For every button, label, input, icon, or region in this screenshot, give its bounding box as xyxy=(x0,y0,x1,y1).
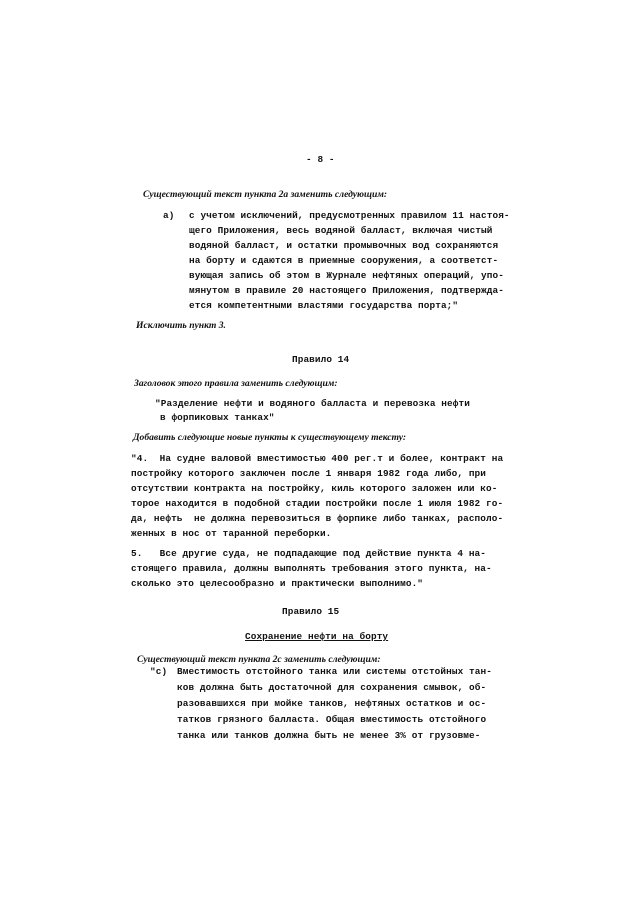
directive-replace-2c: Существующий текст пункта 2с заменить следующим: xyxy=(137,654,381,665)
para-5-line: стоящего правила, должны выполнять требования этого пункта, на- xyxy=(131,563,492,574)
para-c-line: разовавшихся при мойке танков, нефтяных остатков и ос- xyxy=(177,698,487,709)
para-a-line: ется компетентными властями государства порта;" xyxy=(189,300,459,311)
page-number: - 8 - xyxy=(306,154,335,165)
para-a-label: a) xyxy=(163,210,175,221)
para-c-line: татков грязного балласта. Общая вместимость отстойного xyxy=(177,714,487,725)
para-4-line: "4. На судне валовой вместимостью 400 рег.т и более, контракт на xyxy=(131,453,504,464)
para-4-line: женных в нос от таранной переборки. xyxy=(131,528,332,539)
para-a-line: на борту и сдаются в приемные сооружения, а соответст- xyxy=(189,255,499,266)
directive-replace-2a: Существующий текст пункта 2а заменить следующим: xyxy=(143,189,388,200)
directive-delete-3: Исключить пункт 3. xyxy=(136,320,226,331)
para-c-line: Вместимость отстойного танка или системы отстойных тан- xyxy=(177,666,492,677)
para-a-line: вующая запись об этом в Журнале нефтяных операций, упо- xyxy=(189,270,504,281)
para-a-line: водяной балласт, и остатки промывочных вод сохраняются xyxy=(189,240,499,251)
para-a-line: с учетом исключений, предусмотренных правилом 11 настоя- xyxy=(189,210,510,221)
para-c-line: ков должна быть достаточной для сохранения смывок, об- xyxy=(177,682,487,693)
para-5-line: 5. Все другие суда, не подпадающие под действие пункта 4 на- xyxy=(131,548,487,559)
para-c-label: "c) xyxy=(150,666,168,677)
para-a-line: мянутом в правиле 20 настоящего Приложения, подтвержда- xyxy=(189,285,504,296)
rule-14-title-line: в форпиковых танках" xyxy=(160,412,275,423)
para-5-line: сколько это целесообразно и практически выполнимо." xyxy=(131,578,424,589)
rule-14-title-line: "Разделение нефти и водяного балласта и перевозка нефти xyxy=(155,398,470,409)
para-4-line: постройку которого заключен после 1 января 1982 года либо, при xyxy=(131,468,487,479)
rule-14-heading: Правило 14 xyxy=(292,354,350,365)
para-4-line: торое находится в подобной стадии постройки после 1 июля 1982 го- xyxy=(131,498,504,509)
para-4-line: отсутствии контракта на постройку, киль которого заложен или ко- xyxy=(131,483,498,494)
directive-replace-title: Заголовок этого правила заменить следующим: xyxy=(134,378,338,389)
rule-15-title: Сохранение нефти на борту xyxy=(245,631,389,642)
directive-add-paragraphs: Добавить следующие новые пункты к существующему тексту: xyxy=(133,432,407,443)
para-4-line: да, нефть не должна перевозиться в форпике либо танках, располо- xyxy=(131,513,504,524)
rule-15-heading: Правило 15 xyxy=(282,606,340,617)
para-c-line: танка или танков должна быть не менее 3% от грузовме- xyxy=(177,730,481,741)
para-a-line: щего Приложения, весь водяной балласт, включая чистый xyxy=(189,225,493,236)
